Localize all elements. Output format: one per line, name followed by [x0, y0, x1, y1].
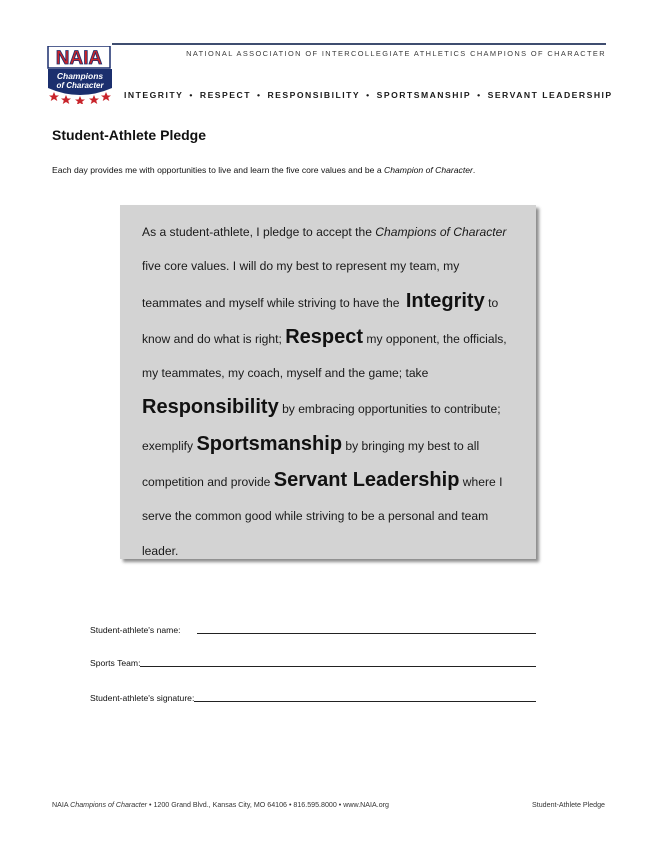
separator-bullet: • [189, 90, 194, 100]
name-row [90, 615, 536, 635]
value-servant-leadership: Servant Leadership [273, 469, 460, 492]
footer-contact [52, 801, 389, 809]
pledge-emphasis: Champions of Character [375, 225, 507, 239]
core-value-responsibility: RESPONSIBILITY [267, 90, 361, 100]
signature-row [90, 683, 536, 703]
team-row [90, 648, 536, 668]
separator-bullet: • [366, 90, 371, 100]
pledge-segment: by embracing opportunities to contribute; exemplify [142, 402, 501, 453]
page-title: Student-Athlete Pledge [52, 127, 207, 143]
pledge-segment: five core values. I will do my best to represent my team, my teammates and myself while striving to have the [142, 259, 460, 310]
name-label: Student-athlete's name: [90, 625, 181, 635]
value-integrity: Integrity [405, 289, 485, 312]
name-field[interactable] [197, 633, 537, 634]
footer-doc-title: Student-Athlete Pledge [532, 801, 605, 809]
pledge-segment: my opponent, the officials, my teammates, my coach, myself and the game; take [142, 331, 507, 381]
footer-org: NAIA [52, 801, 71, 809]
footer-address: • 1200 Grand Blvd., Kansas City, MO 64106 • 816.595.8000 • www.NAIA.org [147, 801, 389, 809]
header-rule [112, 43, 606, 45]
organization-name: NATIONAL ASSOCIATION OF INTERCOLLEGIATE ATHLETICS CHAMPIONS OF CHARACTER [186, 49, 606, 58]
team-field[interactable] [140, 666, 536, 667]
pledge-box [120, 205, 536, 559]
value-sportsmanship: Sportsmanship [196, 432, 343, 455]
core-value-servant-leadership: SERVANT LEADERSHIP [487, 90, 613, 100]
footer-emphasis: Champions of Character [70, 801, 148, 809]
team-label: Sports Team: [90, 658, 141, 668]
pledge-segment: where I serve the common good while striving to be a personal and team leader. [142, 475, 503, 558]
pledge-segment: by bringing my best to all competition and provide [142, 438, 480, 490]
pledge-segment: As a student-athlete, I pledge to accept the [142, 225, 376, 239]
svg-text:NAIA: NAIA [55, 48, 103, 69]
intro-emphasis: Champion of Character [384, 165, 473, 175]
naia-logo [46, 46, 116, 104]
pledge-segment: to know and do what is right; [142, 295, 499, 346]
signature-field[interactable] [194, 701, 536, 702]
svg-text:Champions: Champions [56, 71, 104, 81]
intro-sentence: Each day provides me with opportunities to live and learn the five core values and be a [52, 165, 385, 175]
separator-bullet: • [256, 90, 262, 100]
svg-text:of Character: of Character [56, 81, 104, 90]
pledge-text [142, 215, 520, 568]
separator-bullet: • [477, 90, 482, 100]
intro-end: . [472, 165, 476, 175]
signature-label: Student-athlete's signature: [90, 693, 195, 703]
core-values-bar [124, 90, 613, 100]
core-value-sportsmanship: SPORTSMANSHIP [376, 90, 472, 100]
value-respect: Respect [285, 325, 364, 348]
core-value-integrity: INTEGRITY [124, 90, 184, 100]
naia-champions-logo-icon [46, 46, 116, 104]
intro-text [52, 165, 475, 175]
value-responsibility: Responsibility [142, 396, 279, 419]
core-value-respect: RESPECT [199, 90, 251, 100]
